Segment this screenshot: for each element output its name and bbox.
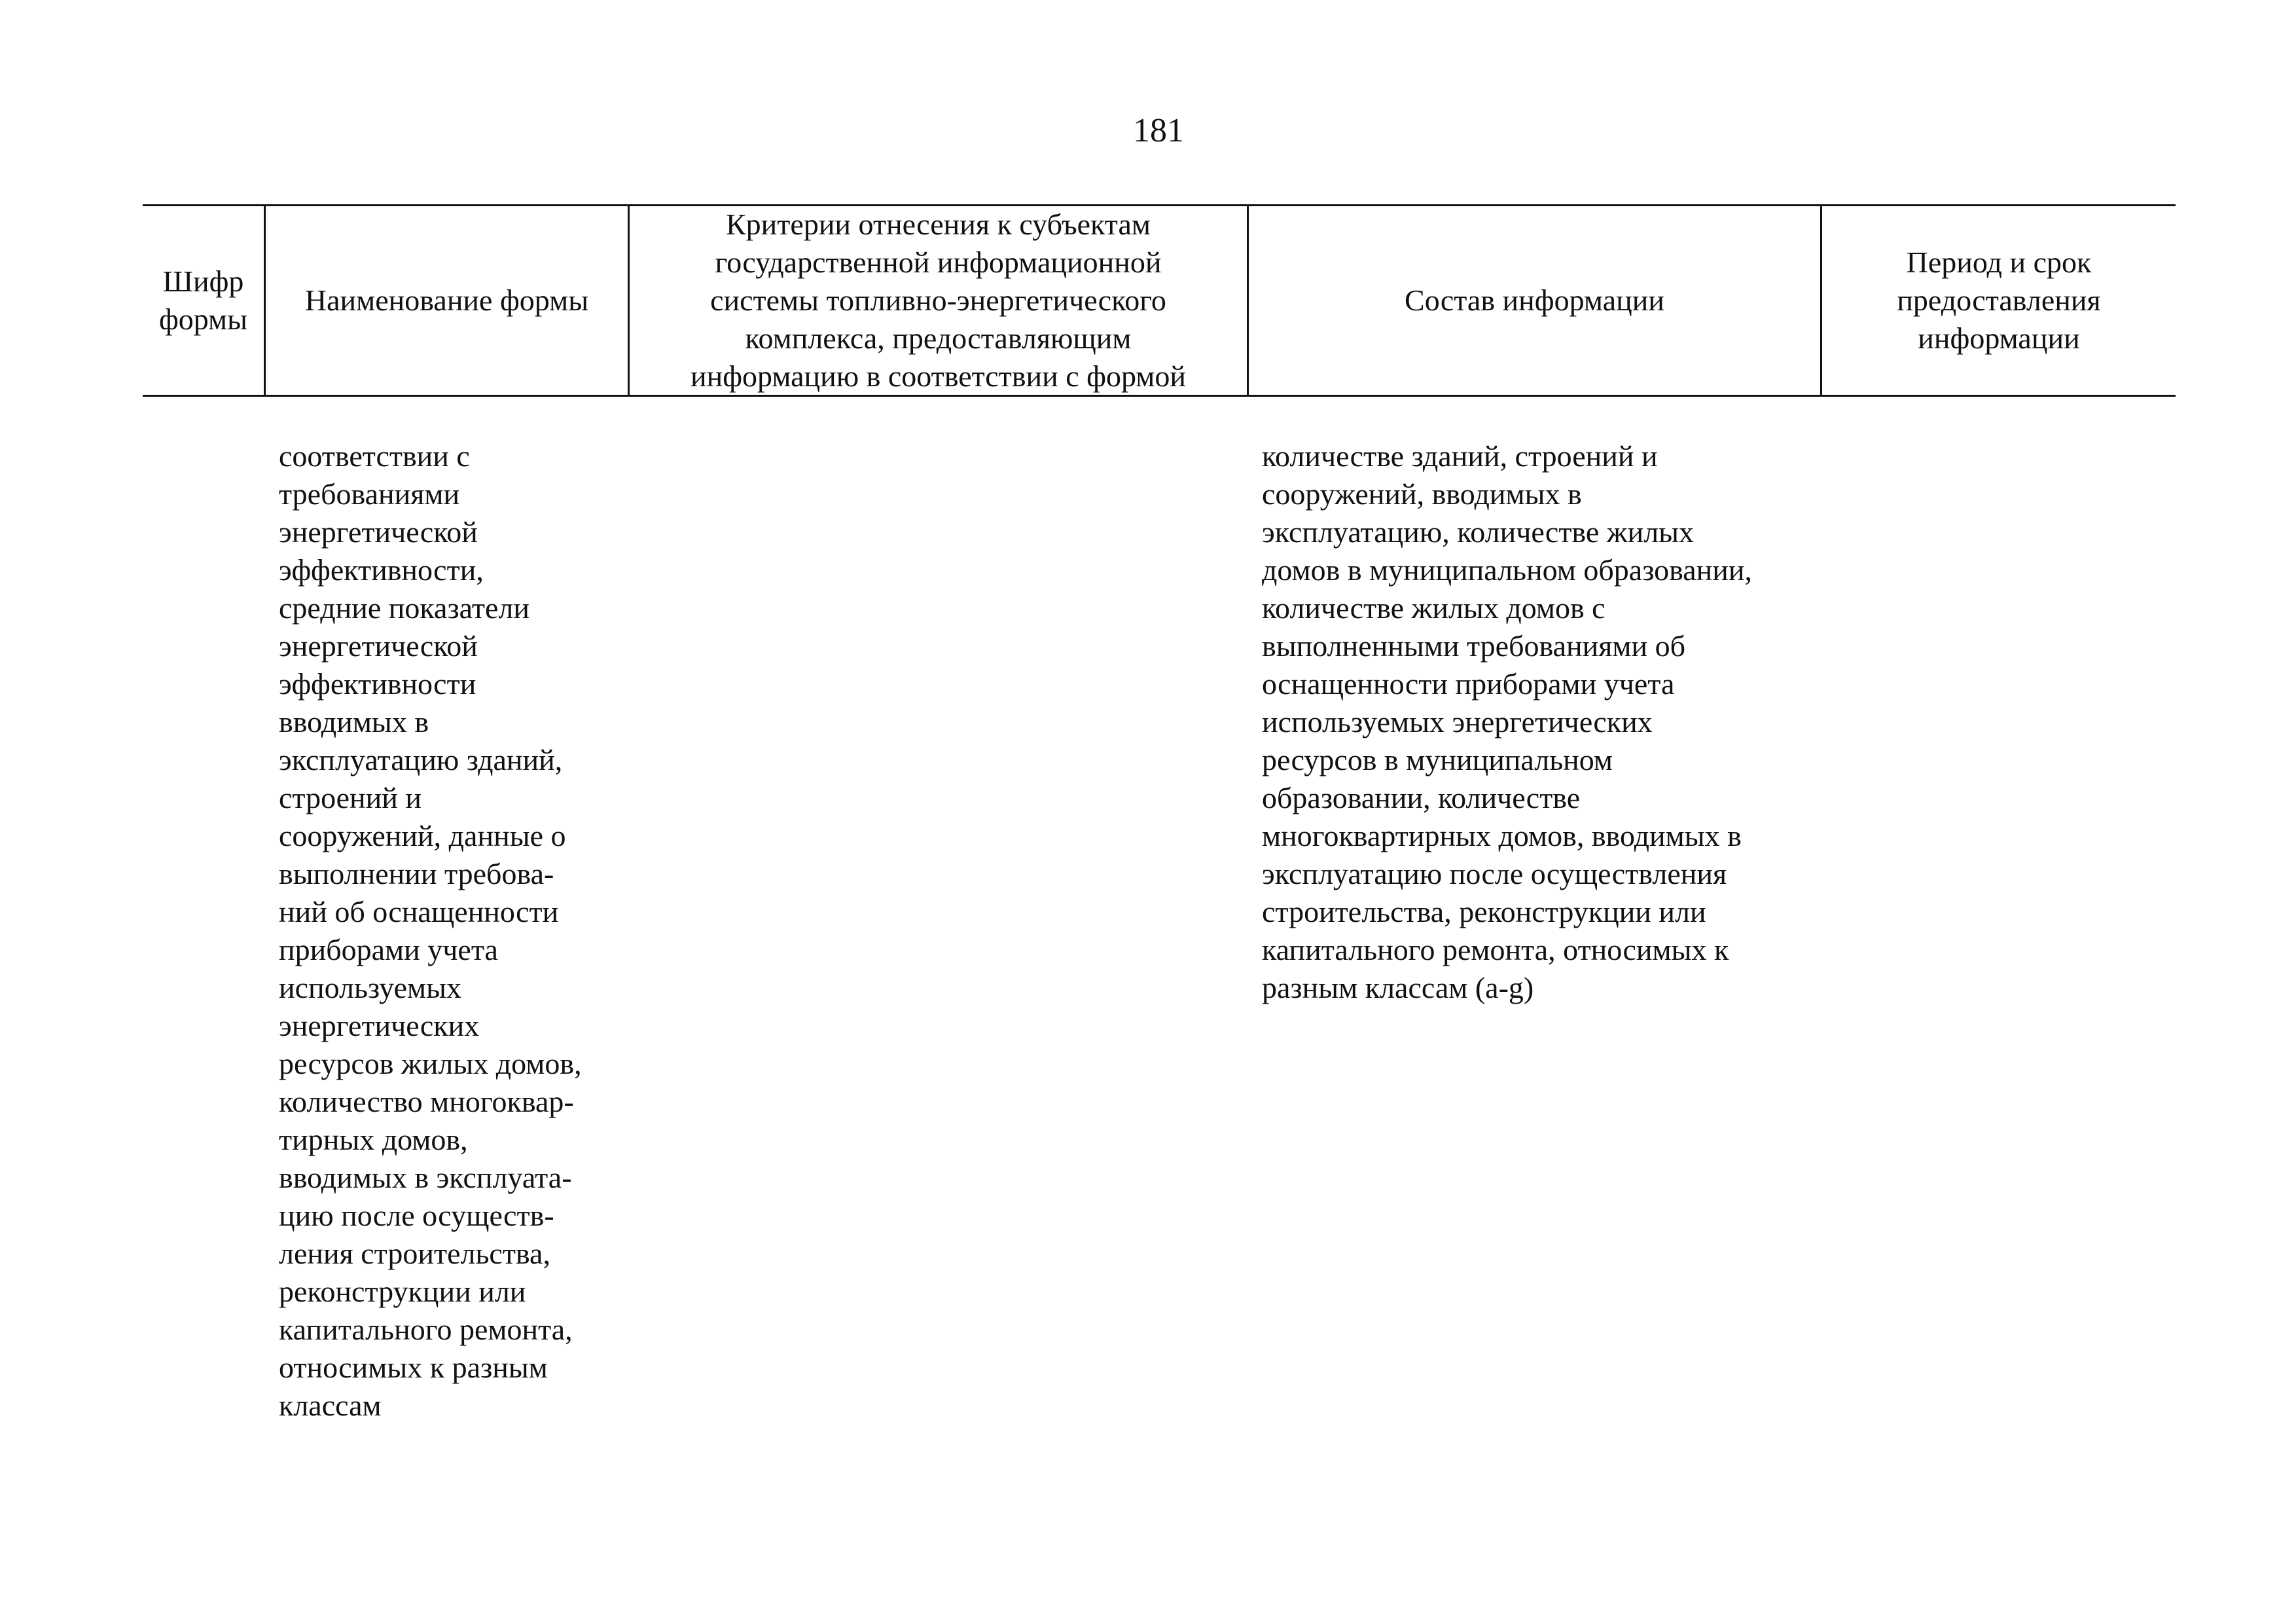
- info-content-line: выполненными требованиями об: [1262, 629, 1686, 663]
- form-name-line: вводимых в: [279, 705, 429, 739]
- form-name-line: цию после осуществ-: [279, 1199, 554, 1232]
- header-info-content: [1249, 206, 1820, 395]
- form-name-line: ний об оснащенности: [279, 895, 559, 928]
- info-content-line: образовании, количестве: [1262, 781, 1581, 814]
- form-name-line: используемых: [279, 971, 462, 1004]
- header-form-code: [143, 206, 264, 395]
- info-content-line: используемых энергетических: [1262, 705, 1653, 739]
- info-content-line: сооружений, вводимых в: [1262, 477, 1582, 511]
- form-name-line: энергетической: [279, 515, 478, 549]
- header-line: Шифр: [162, 264, 244, 298]
- header-criteria: [630, 206, 1247, 395]
- form-name-line: классам: [279, 1389, 382, 1422]
- header-line: Состав информации: [1405, 283, 1664, 317]
- form-name-line: количество многоквар-: [279, 1085, 574, 1118]
- header-line: формы: [158, 302, 248, 336]
- info-content-text: [1262, 437, 1752, 1007]
- info-content-line: строительства, реконструкции или: [1262, 895, 1706, 928]
- header-line: системы топливно-энергетического: [710, 283, 1166, 317]
- form-name-line: относимых к разным: [279, 1351, 548, 1384]
- form-name-line: энергетической: [279, 629, 478, 663]
- form-name-line: реконструкции или: [279, 1275, 526, 1308]
- form-name-line: строений и: [279, 781, 422, 814]
- info-content-line: эксплуатацию, количестве жилых: [1262, 515, 1695, 549]
- info-content-line: многоквартирных домов, вводимых в: [1262, 819, 1742, 852]
- info-content-line: разным классам (a-g): [1262, 971, 1534, 1004]
- header-line: информацию в соответствии с формой: [690, 359, 1187, 393]
- form-name-text: [279, 437, 582, 1425]
- form-name-line: выполнении требова-: [279, 857, 554, 890]
- header-line: информации: [1918, 321, 2080, 355]
- form-name-line: требованиями: [279, 477, 460, 511]
- form-name-line: соответствии с: [279, 439, 470, 473]
- form-name-line: ления строительства,: [279, 1237, 550, 1270]
- header-line: Период и срок: [1906, 246, 2092, 279]
- info-content-line: эксплуатацию после осуществления: [1262, 857, 1727, 890]
- form-name-line: энергетических: [279, 1009, 480, 1042]
- info-content-line: капитального ремонта, относимых к: [1262, 933, 1729, 966]
- info-content-line: оснащенности приборами учета: [1262, 667, 1675, 701]
- header-form-name: [266, 206, 628, 395]
- header-line: комплекса, предоставляющим: [745, 321, 1132, 355]
- header-line: предоставления: [1897, 283, 2101, 317]
- form-name-line: эксплуатацию зданий,: [279, 743, 563, 776]
- form-name-line: эффективности,: [279, 553, 484, 587]
- page-number: 181: [1133, 112, 1184, 149]
- form-name-line: средние показатели: [279, 591, 529, 625]
- header-line: Критерии отнесения к субъектам: [726, 208, 1151, 241]
- info-content-line: ресурсов в муниципальном: [1262, 743, 1613, 776]
- form-name-line: вводимых в эксплуата-: [279, 1161, 572, 1194]
- form-name-line: тирных домов,: [279, 1123, 468, 1156]
- header-line: государственной информационной: [715, 246, 1162, 279]
- form-name-line: эффективности: [279, 667, 476, 701]
- header-line: Наименование формы: [304, 283, 589, 317]
- form-name-line: ресурсов жилых домов,: [279, 1047, 582, 1080]
- info-content-line: количестве жилых домов с: [1262, 591, 1605, 625]
- form-name-line: сооружений, данные о: [279, 819, 566, 852]
- form-name-line: капитального ремонта,: [279, 1313, 573, 1346]
- form-name-line: приборами учета: [279, 933, 498, 966]
- info-content-line: домов в муниципальном образовании,: [1262, 553, 1752, 587]
- info-content-line: количестве зданий, строений и: [1262, 439, 1658, 473]
- header-period: [1822, 206, 2176, 395]
